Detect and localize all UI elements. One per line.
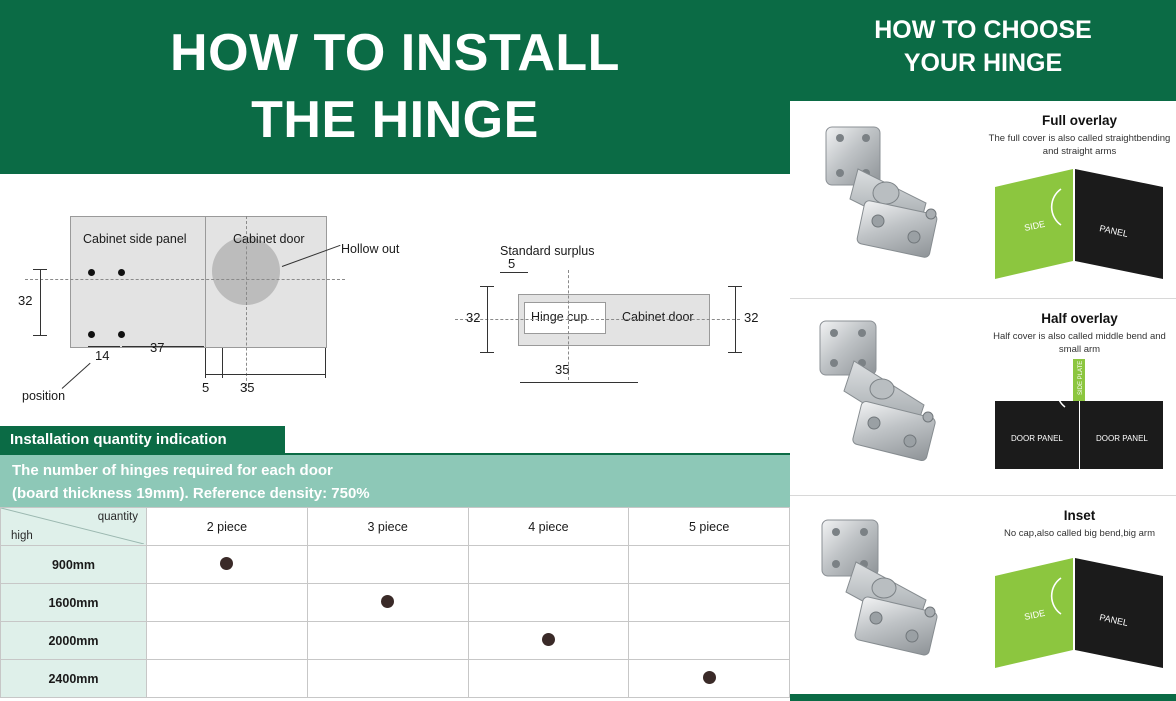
hinge-type-desc-0: The full cover is also called straightbending and straight arms (988, 133, 1171, 157)
hinge-type-title-1: Half overlay (1041, 311, 1118, 326)
svg-text:PANEL: PANEL (1098, 612, 1129, 628)
column-header-2: 4 piece (468, 508, 629, 546)
cell-1-1 (307, 584, 468, 622)
dim-32-tick-top (33, 269, 47, 270)
right-panel (790, 0, 1176, 701)
column-header-3: 5 piece (629, 508, 790, 546)
cell-0-0 (147, 546, 308, 584)
hinge-types-list (790, 101, 1176, 694)
cell-0-3 (629, 546, 790, 584)
label-hinge-cup: Hinge cup (531, 310, 588, 324)
table-row (1, 660, 790, 698)
dim-left-37: 37 (150, 340, 165, 355)
row-label-3: 2400mm (1, 660, 147, 698)
row-label-2: 2000mm (1, 622, 147, 660)
dim-32-tick-bottom (33, 335, 47, 336)
cell-0-1 (307, 546, 468, 584)
drill-dot-2 (118, 269, 125, 276)
dim-right-32-left: 32 (466, 310, 481, 325)
table-header-row (1, 508, 790, 546)
dim-left-5: 5 (202, 380, 210, 395)
hinge-photo-full-overlay (798, 111, 978, 286)
hinge-type-title-2: Inset (1063, 508, 1096, 523)
svg-text:DOOR PANEL: DOOR PANEL (1096, 434, 1148, 443)
dim-right-32R-tick-bottom (728, 352, 742, 353)
dim-32-line (40, 269, 41, 335)
overlay-diagram-inset (995, 558, 1163, 668)
hinge-quantity-table (0, 507, 790, 698)
dim-bottom-tick-mid (222, 348, 223, 378)
dim-left-35: 35 (240, 380, 255, 395)
hinge-type-full-overlay (790, 101, 1176, 298)
dim-left-14: 14 (95, 348, 110, 363)
marker-dot (703, 671, 716, 684)
cell-2-0 (147, 622, 308, 660)
marker-dot (381, 595, 394, 608)
svg-text:SIDE: SIDE (1023, 218, 1046, 233)
dim-right-32-right: 32 (744, 310, 759, 325)
table-caption-line1: The number of hinges required for each door (12, 462, 333, 479)
marker-dot (542, 633, 555, 646)
dim-right-32L-tick-bottom (480, 352, 494, 353)
hinge-photo-half-overlay (798, 309, 978, 484)
hinge-type-half-overlay (790, 298, 1176, 495)
cell-3-3 (629, 660, 790, 698)
section-bar-installation-quantity: Installation quantity indication (0, 426, 285, 453)
dim-right-35-line (520, 382, 638, 383)
centerline-vertical (246, 216, 247, 391)
install-title (170, 20, 620, 153)
dim-right-35: 35 (555, 362, 570, 377)
install-title-line2: THE HINGE (251, 91, 539, 149)
dim-bottom-line (205, 374, 325, 375)
svg-text:SIDE: SIDE (1023, 607, 1046, 622)
drill-dot-1 (88, 269, 95, 276)
overlay-diagram-full (995, 169, 1163, 279)
hinge-photo-inset (798, 506, 978, 681)
install-header (0, 0, 790, 174)
svg-text:DOOR PANEL: DOOR PANEL (1011, 434, 1063, 443)
column-header-0: 2 piece (147, 508, 308, 546)
hinge-type-desc-2: No cap,also called big bend,big arm (1003, 528, 1156, 539)
hinge-type-desc-1: Half cover is also called middle bend and small arm (993, 331, 1166, 355)
table-row (1, 584, 790, 622)
column-header-1: 3 piece (307, 508, 468, 546)
drill-dot-4 (118, 331, 125, 338)
svg-text:SIDE PLATE: SIDE PLATE (1078, 360, 1084, 395)
position-leader-line (62, 363, 91, 389)
cell-3-0 (147, 660, 308, 698)
centerline-horizontal (25, 279, 345, 280)
dim-right-32R-tick-top (728, 286, 742, 287)
choose-title-line1: HOW TO CHOOSE (874, 16, 1092, 44)
table-corner-cell (1, 508, 147, 546)
installation-diagram (0, 174, 790, 424)
dim-right-32L-tick-top (480, 286, 494, 287)
cell-2-1 (307, 622, 468, 660)
cell-3-1 (307, 660, 468, 698)
choose-hinge-title (790, 14, 1176, 79)
svg-text:PANEL: PANEL (1098, 223, 1129, 239)
dim-right-32L-line (487, 286, 488, 352)
label-cabinet-door: Cabinet door (233, 232, 305, 246)
marker-dot (220, 557, 233, 570)
table-row (1, 546, 790, 584)
cell-1-3 (629, 584, 790, 622)
dim-left-32: 32 (18, 293, 33, 308)
cell-0-2 (468, 546, 629, 584)
table-caption (0, 455, 790, 507)
row-label-0: 900mm (1, 546, 147, 584)
cell-1-2 (468, 584, 629, 622)
corner-label-quantity: quantity (97, 511, 138, 523)
row-label-1: 1600mm (1, 584, 147, 622)
label-cabinet-side-panel: Cabinet side panel (83, 232, 187, 246)
cell-3-2 (468, 660, 629, 698)
dim-right-32R-line (735, 286, 736, 352)
corner-label-high: high (11, 530, 33, 542)
label-standard-surplus: Standard surplus (500, 244, 595, 258)
cell-2-3 (629, 622, 790, 660)
label-cabinet-door-right: Cabinet door (622, 310, 694, 324)
install-title-line1: HOW TO INSTALL (170, 24, 620, 83)
right-centerline-horizontal (455, 319, 740, 320)
dim-14-line (88, 346, 120, 347)
choose-title-line2: YOUR HINGE (903, 48, 1063, 77)
drill-dot-3 (88, 331, 95, 338)
cell-1-0 (147, 584, 308, 622)
dim-right-5-line (500, 272, 528, 273)
dim-right-5: 5 (508, 256, 516, 271)
table-caption-line2: (board thickness 19mm). Reference density: 750% (12, 484, 370, 502)
hinge-type-title-0: Full overlay (1041, 113, 1118, 128)
dim-bottom-tick-right (325, 348, 326, 378)
dim-bottom-tick-left (205, 348, 206, 378)
overlay-diagram-half (995, 359, 1163, 469)
label-position: position (22, 389, 66, 403)
label-hollow-out: Hollow out (341, 242, 400, 256)
cell-2-2 (468, 622, 629, 660)
table-row (1, 622, 790, 660)
hinge-type-inset (790, 495, 1176, 692)
